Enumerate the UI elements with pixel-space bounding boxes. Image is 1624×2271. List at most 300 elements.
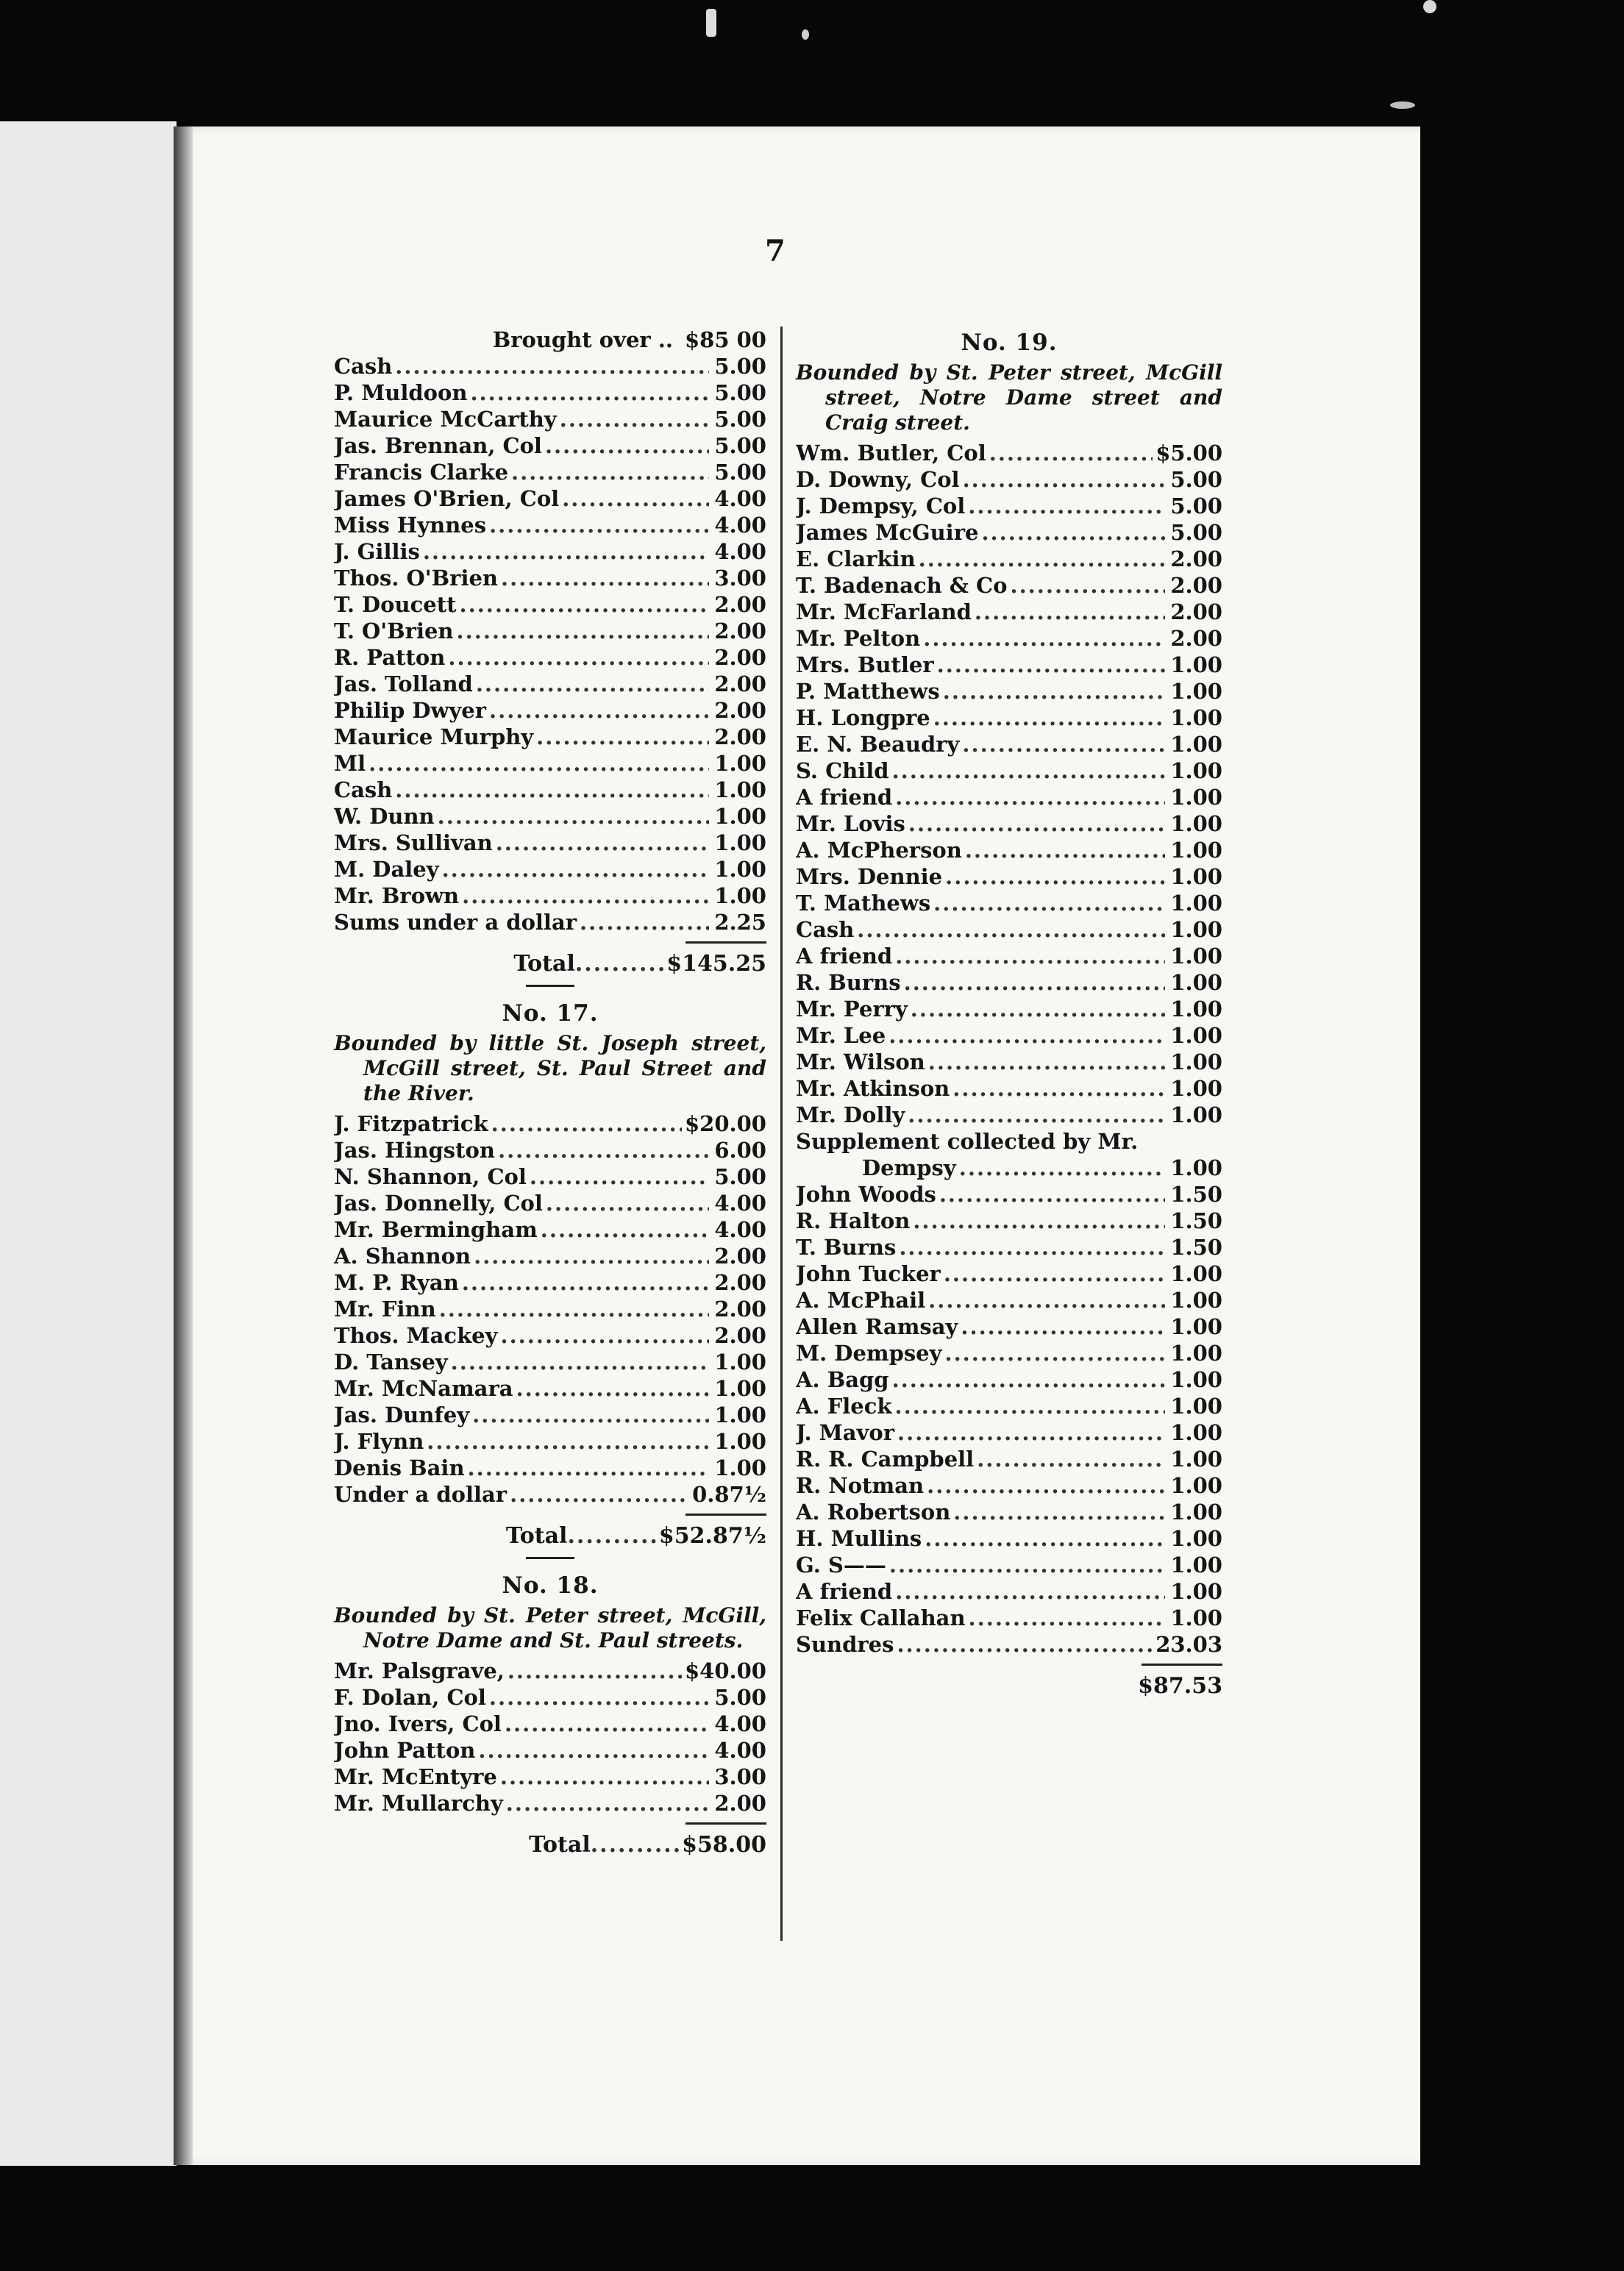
entry-name: John Tucker (796, 1261, 941, 1286)
supplement-row (796, 1128, 1222, 1155)
list-item (334, 565, 766, 591)
list-item (796, 1366, 1222, 1393)
list-item (334, 406, 766, 432)
list-item (334, 538, 766, 565)
section-rule (526, 1557, 574, 1559)
entry-name: Allen Ramsay (796, 1314, 958, 1339)
list-item (334, 1711, 766, 1737)
entry-name: E. Clarkin (796, 546, 916, 571)
total-amount: $145.25 (666, 951, 766, 977)
entry-name: Wm. Butler, Col (796, 441, 986, 466)
entry-name: Jas. Dunfey (334, 1402, 470, 1427)
entry-name: Thos. O'Brien (334, 566, 499, 591)
list-item (796, 943, 1222, 969)
entry-name: F. Dolan, Col (334, 1685, 486, 1710)
entry-amount: 1.00 (1170, 997, 1222, 1022)
list-item (796, 705, 1222, 731)
page-gutter-shadow (174, 126, 193, 2165)
section-18-heading: No. 18. (502, 1572, 599, 1599)
entry-amount: 1.00 (1170, 864, 1222, 889)
entry-amount: 1.00 (1170, 1367, 1222, 1392)
right-column (796, 327, 1222, 1701)
section-rule (526, 985, 574, 987)
entry-name: Mr. Brown (334, 883, 460, 908)
section-17-heading: No. 17. (502, 1000, 599, 1027)
ink-mark (1423, 0, 1436, 13)
list-item (334, 1137, 766, 1163)
entry-name: R. Halton (796, 1208, 911, 1233)
entry-name: John Patton (334, 1738, 476, 1763)
section-18-description: Bounded by St. Peter street, McGill, Notre Dame and St. Paul streets. (334, 1603, 766, 1653)
entry-amount: 5.00 (714, 407, 766, 432)
list-item (334, 856, 766, 883)
section-16-total (334, 949, 766, 979)
list-item (796, 572, 1222, 599)
entry-name: R. Burns (796, 970, 901, 995)
entry-amount: 3.00 (714, 566, 766, 591)
total-rule (685, 1514, 766, 1516)
list-item (796, 1525, 1222, 1552)
entry-name: J. Flynn (334, 1429, 424, 1454)
list-item (796, 1552, 1222, 1578)
entry-name: Maurice Murphy (334, 724, 534, 749)
entry-amount: 1.00 (714, 1429, 766, 1454)
list-item (334, 353, 766, 379)
entry-amount: 2.00 (714, 724, 766, 749)
section-18-total (334, 1830, 766, 1860)
entry-name: G. S—— (796, 1552, 886, 1577)
entry-amount: 5.00 (1170, 467, 1222, 492)
list-item (334, 1428, 766, 1455)
list-item (796, 1340, 1222, 1366)
list-item (796, 1419, 1222, 1446)
entry-amount: 3.00 (714, 1764, 766, 1789)
entry-name: Philip Dwyer (334, 698, 487, 723)
list-item (334, 1375, 766, 1402)
entry-name: James McGuire (796, 520, 979, 545)
adjacent-page-edge (0, 121, 177, 2166)
list-item (796, 863, 1222, 890)
entry-amount: 1.50 (1170, 1235, 1222, 1260)
list-item (334, 512, 766, 538)
entry-amount: 1.00 (1170, 970, 1222, 995)
list-item (334, 1764, 766, 1790)
entry-name: Mr. Mullarchy (334, 1791, 503, 1816)
entry-amount: 4.00 (714, 539, 766, 564)
list-item (334, 883, 766, 909)
list-item (334, 618, 766, 644)
entry-amount: 2.00 (714, 592, 766, 617)
entry-name: A. Robertson (796, 1500, 951, 1525)
entry-amount: 23.03 (1155, 1632, 1222, 1657)
list-item (796, 784, 1222, 810)
list-item (796, 625, 1222, 652)
list-item (796, 1208, 1222, 1234)
entry-name: Sums under a dollar (334, 910, 577, 935)
entry-amount: $5.00 (1155, 441, 1222, 466)
entry-name: Jas. Donnelly, Col (334, 1191, 543, 1216)
entry-name: Mrs. Butler (796, 652, 934, 677)
section-19-entries-continued (796, 1181, 1222, 1658)
section-19-heading: No. 19. (961, 329, 1058, 356)
brought-over-row (334, 327, 766, 353)
entry-amount: 5.00 (714, 354, 766, 379)
entry-amount: 1.00 (1170, 785, 1222, 810)
list-item (796, 731, 1222, 757)
entry-amount: 2.00 (1170, 599, 1222, 624)
entry-amount: 1.00 (1170, 1605, 1222, 1630)
entry-amount: 1.00 (1170, 1314, 1222, 1339)
entry-amount: 4.00 (714, 486, 766, 511)
entry-amount: 1.00 (714, 777, 766, 802)
entry-name: Cash (334, 354, 393, 379)
entry-name: J. Dempsy, Col (796, 493, 966, 518)
list-item (334, 1216, 766, 1243)
entry-amount: 1.00 (1170, 944, 1222, 969)
entry-name: Mr. Wilson (796, 1049, 925, 1074)
section-19-entries (796, 440, 1222, 1128)
entry-amount: 2.00 (714, 1244, 766, 1269)
list-item (796, 519, 1222, 546)
entry-amount: 5.00 (1170, 493, 1222, 518)
entry-name: N. Shannon, Col (334, 1164, 527, 1189)
total-rule (685, 1822, 766, 1825)
entry-name: D. Downy, Col (796, 467, 960, 492)
list-item (796, 1022, 1222, 1049)
list-item (334, 432, 766, 459)
list-item (796, 757, 1222, 784)
list-item (796, 1234, 1222, 1261)
entry-name: Mr. Atkinson (796, 1076, 950, 1101)
list-item (334, 803, 766, 830)
section-19-total (796, 1672, 1222, 1701)
entry-name: Mr. Dolly (796, 1102, 905, 1127)
entry-amount: 1.00 (1170, 1579, 1222, 1604)
entry-name: S. Child (796, 758, 889, 783)
entry-name: P. Muldoon (334, 380, 468, 405)
ink-mark (706, 9, 716, 37)
list-item (796, 1605, 1222, 1631)
entry-name: T. Doucett (334, 592, 457, 617)
list-item (796, 1313, 1222, 1340)
list-item (334, 1658, 766, 1684)
entry-name: Jas. Hingston (334, 1138, 495, 1163)
list-item (334, 1402, 766, 1428)
list-item (334, 1322, 766, 1349)
entry-name: H. Longpre (796, 705, 930, 730)
section-17-description: Bounded by little St. Joseph street, McGill street, St. Paul Street and the River. (334, 1031, 766, 1105)
supplement-label: Supplement collected by Mr. (796, 1129, 1139, 1154)
brought-over-label: Brought over .. (492, 327, 673, 352)
list-item (796, 1472, 1222, 1499)
entry-amount: 1.00 (1170, 758, 1222, 783)
list-item (796, 1287, 1222, 1313)
list-item (796, 1631, 1222, 1658)
list-item (334, 1481, 766, 1508)
entry-name: A. McPherson (796, 838, 962, 863)
entry-amount: 1.00 (714, 857, 766, 882)
entry-name: T. Mathews (796, 891, 931, 916)
entry-name: Maurice McCarthy (334, 407, 557, 432)
entry-amount: 1.00 (1170, 1341, 1222, 1366)
list-item (334, 1243, 766, 1269)
left-column (334, 327, 766, 1860)
entry-name: Jno. Ivers, Col (334, 1711, 502, 1736)
entry-name: Mr. Finn (334, 1297, 436, 1322)
list-item (796, 1446, 1222, 1472)
entry-amount: 1.00 (714, 1455, 766, 1480)
list-item (796, 1499, 1222, 1525)
list-item (796, 440, 1222, 466)
entry-amount: 2.25 (714, 910, 766, 935)
entry-amount: 4.00 (714, 1217, 766, 1242)
entry-amount: 1.00 (1170, 705, 1222, 730)
entry-amount: 1.50 (1170, 1208, 1222, 1233)
entry-amount: 1.00 (1170, 1447, 1222, 1472)
entry-name: J. Fitzpatrick (334, 1111, 488, 1136)
entry-amount: 2.00 (1170, 546, 1222, 571)
list-item (334, 1737, 766, 1764)
entry-amount: 2.00 (1170, 573, 1222, 598)
entry-name: Sundres (796, 1632, 894, 1657)
list-item (334, 591, 766, 618)
entry-name: Mr. Perry (796, 997, 908, 1022)
entry-name: A. Bagg (796, 1367, 889, 1392)
entry-amount: 1.50 (1170, 1182, 1222, 1207)
entry-name: John Woods (796, 1182, 936, 1207)
entry-name: W. Dunn (334, 804, 435, 829)
list-item (796, 1578, 1222, 1605)
total-rule (685, 941, 766, 944)
list-item (796, 1075, 1222, 1102)
page-number: 7 (765, 234, 786, 268)
entry-name: A friend (796, 1579, 893, 1604)
entry-amount: 5.00 (714, 1685, 766, 1710)
entry-amount: 5.00 (1170, 520, 1222, 545)
entry-name: Jas. Tolland (334, 671, 473, 696)
entry-amount: 1.00 (1170, 679, 1222, 704)
ink-mark (1390, 101, 1415, 109)
list-item (334, 1163, 766, 1190)
entry-amount: $20.00 (685, 1111, 766, 1136)
total-rule (1142, 1664, 1222, 1666)
list-item (796, 837, 1222, 863)
list-item (334, 1684, 766, 1711)
entry-name: Felix Callahan (796, 1605, 966, 1630)
entry-name: M. Dempsey (796, 1341, 942, 1366)
entry-amount: 1.00 (1170, 1420, 1222, 1445)
supplement-entry (796, 1155, 1222, 1181)
list-item (334, 830, 766, 856)
entry-name: Under a dollar (334, 1482, 508, 1507)
list-item (796, 1102, 1222, 1128)
entry-name: James O'Brien, Col (334, 486, 560, 511)
entry-amount: 4.00 (714, 1738, 766, 1763)
entry-name: Dempsy (862, 1155, 956, 1180)
list-item (334, 697, 766, 724)
entry-amount: 1.00 (714, 1376, 766, 1401)
list-item (334, 1349, 766, 1375)
entry-name: Mr. Pelton (796, 626, 921, 651)
entry-name: M. Daley (334, 857, 439, 882)
list-item (796, 1181, 1222, 1208)
entry-amount: 0.87½ (692, 1482, 766, 1507)
section-16-entries (334, 353, 766, 935)
entry-amount: 1.00 (1170, 1526, 1222, 1551)
list-item (334, 724, 766, 750)
entry-name: T. Burns (796, 1235, 897, 1260)
entry-amount: 2.00 (714, 1791, 766, 1816)
entry-amount: 5.00 (714, 380, 766, 405)
entry-name: Mrs. Dennie (796, 864, 943, 889)
entry-name: J. Mavor (796, 1420, 895, 1445)
entry-name: H. Mullins (796, 1526, 922, 1551)
entry-name: Mr. Palsgrave, (334, 1658, 505, 1683)
entry-name: Cash (796, 917, 855, 942)
brought-over-amount: $85 00 (685, 327, 766, 352)
column-divider (780, 327, 783, 1941)
entry-amount: 2.00 (714, 1270, 766, 1295)
entry-amount: 4.00 (714, 1711, 766, 1736)
entry-amount: 1.00 (714, 804, 766, 829)
entry-name: M. P. Ryan (334, 1270, 459, 1295)
entry-amount: 1.00 (1170, 1473, 1222, 1498)
list-item (796, 1261, 1222, 1287)
list-item (334, 1296, 766, 1322)
entry-name: E. N. Beaudry (796, 732, 960, 757)
list-item (334, 1190, 766, 1216)
entry-name: R. R. Campbell (796, 1447, 975, 1472)
list-item (334, 1110, 766, 1137)
entry-name: A. Shannon (334, 1244, 471, 1269)
list-item (334, 1790, 766, 1817)
section-17-entries (334, 1110, 766, 1508)
total-label: Total (529, 1832, 591, 1858)
entry-name: T. Badenach & Co (796, 573, 1008, 598)
list-item (796, 996, 1222, 1022)
total-label: Total (513, 951, 575, 977)
list-item (334, 644, 766, 671)
entry-amount: 1.00 (714, 1350, 766, 1375)
entry-amount: 1.00 (714, 1402, 766, 1427)
entry-name: Mrs. Sullivan (334, 830, 493, 855)
entry-name: Mr. Bermingham (334, 1217, 538, 1242)
entry-name: Mr. Lovis (796, 811, 905, 836)
list-item (334, 1455, 766, 1481)
list-item (334, 750, 766, 777)
entry-amount: 1.00 (1170, 732, 1222, 757)
entry-amount: 1.00 (1170, 811, 1222, 836)
entry-amount: 2.00 (1170, 626, 1222, 651)
entry-name: D. Tansey (334, 1350, 448, 1375)
entry-amount: 2.00 (714, 618, 766, 643)
entry-amount: 2.00 (714, 671, 766, 696)
entry-amount: 1.00 (1170, 1552, 1222, 1577)
entry-amount: 1.00 (1170, 1023, 1222, 1048)
entry-amount: 2.00 (714, 1297, 766, 1322)
entry-amount: 4.00 (714, 513, 766, 538)
entry-name: Thos. Mackey (334, 1323, 498, 1348)
entry-name: J. Gillis (334, 539, 420, 564)
list-item (334, 671, 766, 697)
list-item (796, 599, 1222, 625)
list-item (796, 652, 1222, 678)
total-label: Total (505, 1523, 568, 1549)
total-amount: $52.87½ (658, 1523, 766, 1549)
entry-amount: 2.00 (714, 645, 766, 670)
entry-name: Denis Bain (334, 1455, 465, 1480)
entry-name: A friend (796, 944, 893, 969)
entry-amount: 1.00 (1170, 1049, 1222, 1074)
entry-amount: 1.00 (1170, 1102, 1222, 1127)
entry-amount: 1.00 (714, 830, 766, 855)
entry-name: R. Notman (796, 1473, 925, 1498)
entry-name: Mr. McFarland (796, 599, 972, 624)
entry-amount: 1.00 (1170, 917, 1222, 942)
entry-name: P. Matthews (796, 679, 940, 704)
entry-amount: 1.00 (1170, 1500, 1222, 1525)
entry-amount: 4.00 (714, 1191, 766, 1216)
entry-name: Jas. Brennan, Col (334, 433, 542, 458)
ink-mark (802, 29, 809, 40)
entry-amount: $40.00 (685, 1658, 766, 1683)
entry-name: Mr. McEntyre (334, 1764, 497, 1789)
list-item (796, 916, 1222, 943)
total-amount: $58.00 (682, 1832, 766, 1858)
entry-amount: 1.00 (714, 883, 766, 908)
entry-name: Ml (334, 751, 366, 776)
entry-name: Cash (334, 777, 393, 802)
entry-name: Francis Clarke (334, 460, 509, 485)
entry-name: Miss Hynnes (334, 513, 487, 538)
entry-amount: 1.00 (1170, 1288, 1222, 1313)
list-item (796, 678, 1222, 705)
entry-name: A friend (796, 785, 893, 810)
entry-amount: 1.00 (1170, 652, 1222, 677)
list-item (334, 459, 766, 485)
entry-name: A. McPhail (796, 1288, 926, 1313)
list-item (796, 969, 1222, 996)
entry-amount: 5.00 (714, 433, 766, 458)
list-item (796, 810, 1222, 837)
entry-amount: 2.00 (714, 698, 766, 723)
entry-name: Mr. McNamara (334, 1376, 513, 1401)
section-19-description: Bounded by St. Peter street, McGill street, Notre Dame street and Craig street. (796, 360, 1222, 435)
entry-amount: 1.00 (1170, 1394, 1222, 1419)
entry-amount: 1.00 (1170, 838, 1222, 863)
list-item (334, 777, 766, 803)
entry-amount: 1.00 (1170, 1155, 1222, 1180)
list-item (334, 1269, 766, 1296)
list-item (334, 909, 766, 935)
section-18-entries (334, 1658, 766, 1817)
list-item (796, 1049, 1222, 1075)
entry-amount: 6.00 (714, 1138, 766, 1163)
list-item (796, 890, 1222, 916)
list-item (796, 466, 1222, 493)
list-item (796, 546, 1222, 572)
entry-name: Mr. Lee (796, 1023, 886, 1048)
entry-amount: 1.00 (1170, 1076, 1222, 1101)
entry-name: R. Patton (334, 645, 446, 670)
entry-amount: 5.00 (714, 1164, 766, 1189)
entry-amount: 1.00 (1170, 1261, 1222, 1286)
section-17-total (334, 1522, 766, 1551)
list-item (334, 485, 766, 512)
list-item (796, 493, 1222, 519)
list-item (796, 1393, 1222, 1419)
list-item (334, 379, 766, 406)
